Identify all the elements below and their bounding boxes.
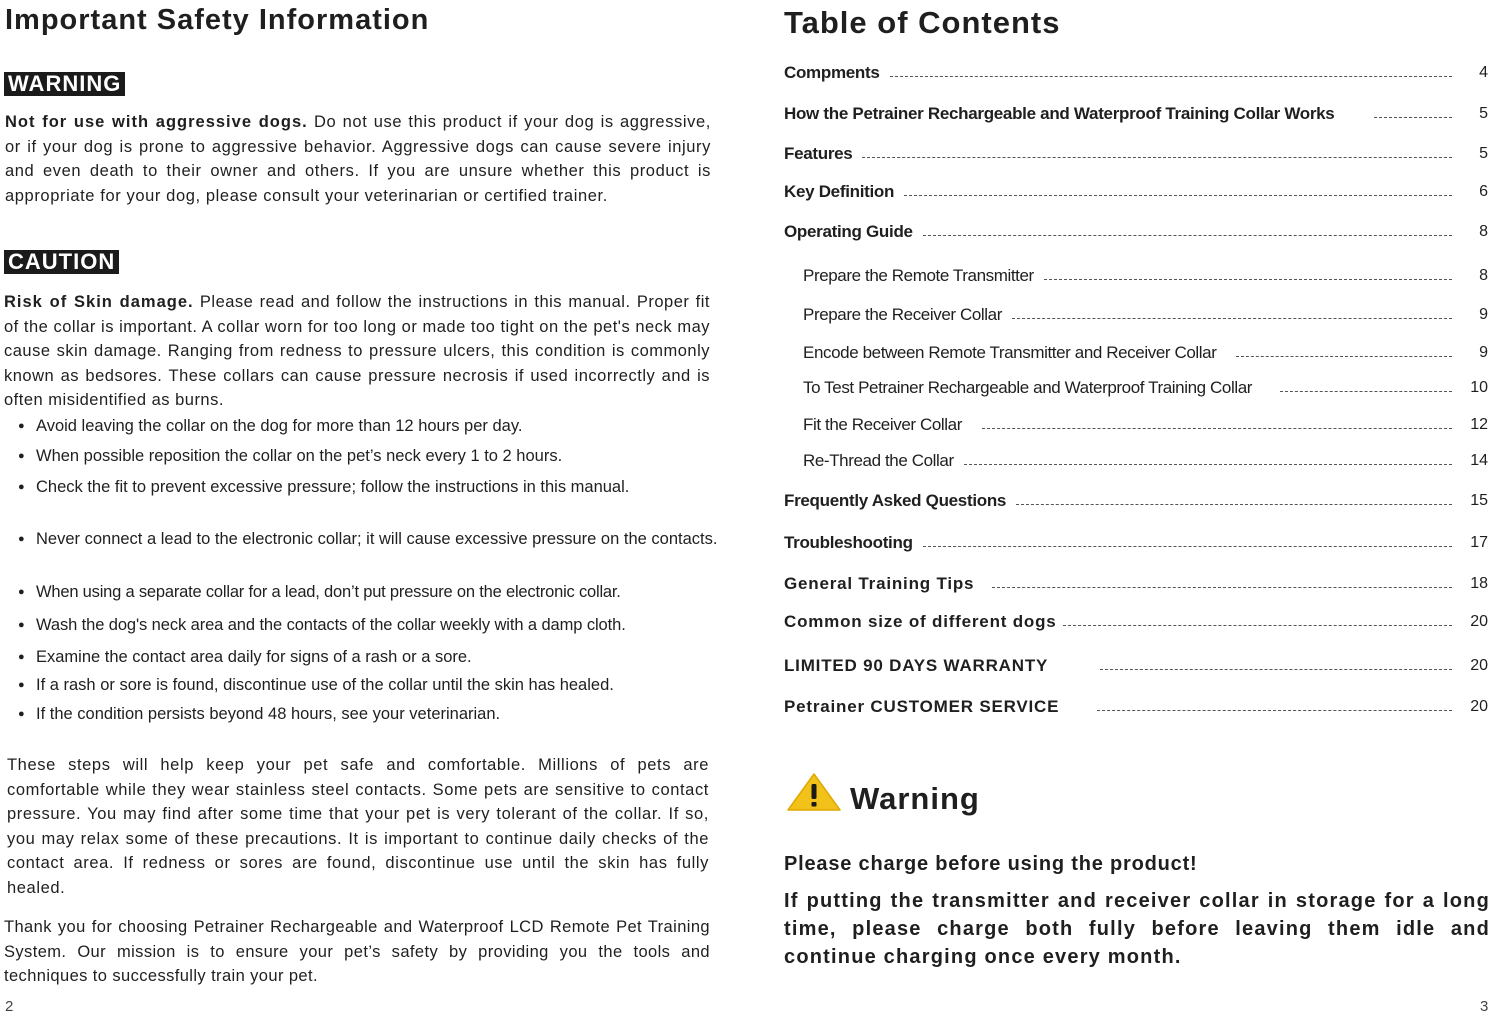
caution-text: Please read and follow the instructions in this manual. Proper fit of the collar is important. A collar worn for too long or made too tight on the pet's neck may cause skin damage. Ranging from redness to pressure ulcers, this condition is commonly known as bedsores. These collars can cause pressure necrosis if used incorrectly and is often misidentified as burns. <box>4 293 710 409</box>
toc-subentry <box>784 414 1488 436</box>
toc-leader <box>1374 117 1452 118</box>
toc-leader <box>992 587 1452 588</box>
toc-entry-page: 12 <box>1470 416 1488 433</box>
bullet-item: ● Never connect a lead to the electronic collar; it will cause excessive pressure on the contacts. <box>18 527 732 552</box>
bullet-item: ● If the condition persists beyond 48 hours, see your veterinarian. <box>18 702 732 727</box>
toc-entry <box>784 103 1488 125</box>
toc-entry-page: 9 <box>1479 344 1488 361</box>
toc-entry-page: 10 <box>1470 379 1488 396</box>
toc-entry-title: Prepare the Receiver Collar <box>803 305 1002 324</box>
bullet-item: ● When using a separate collar for a lead, don’t put pressure on the electronic collar. <box>18 580 732 605</box>
warning-text: Do not use this product if your dog is aggressive, or if your dog is prone to aggressive behavior. Aggressive dogs can cause severe injury and even death to their owner and others. If you are unsure whether this product is appropriate for your dog, please consult your veterinarian or certified trainer. <box>5 113 711 205</box>
toc-subentry <box>784 304 1488 326</box>
toc-leader <box>964 464 1452 465</box>
toc-entry <box>784 143 1488 165</box>
thanks-paragraph: Thank you for choosing Petrainer Rechargeable and Waterproof LCD Remote Pet Training System. Our mission is to ensure your pet’s safety by providing you the tools and techniques to successfully train your pet. <box>4 918 710 985</box>
toc-leader <box>904 195 1452 196</box>
toc-leader <box>1063 625 1452 626</box>
toc-entry-title: Common size of different dogs <box>784 612 1057 631</box>
toc-heading: Table of Contents <box>784 5 1061 40</box>
toc-entry-page: 14 <box>1470 452 1488 469</box>
toc-entry <box>784 221 1488 243</box>
toc-leader <box>1236 356 1452 357</box>
closing-paragraph: These steps will help keep your pet safe and comfortable. Millions of pets are comfortable while they wear stainless steel contacts. Some pets are sensitive to contact pressure. You may find after some time that your pet is very tolerant of the collar. If so, you may relax some of these precautions. It is important to continue daily checks of the contact area. If redness or sores are found, discontinue use until the skin has fully healed. <box>7 756 709 897</box>
bullet-item: ● Avoid leaving the collar on the dog for more than 12 hours per day. <box>18 414 732 439</box>
toc-leader <box>1012 318 1452 319</box>
bullet-item: ● If a rash or sore is found, discontinue use of the collar until the skin has healed. <box>18 673 732 698</box>
caution-lead: Risk of Skin damage. <box>4 293 194 311</box>
toc-entry <box>784 181 1488 203</box>
toc-subentry <box>784 342 1488 364</box>
toc-entry-title: Operating Guide <box>784 222 913 241</box>
warning-triangle-icon <box>786 772 842 812</box>
page-number: 3 <box>1480 998 1489 1015</box>
toc-leader <box>982 428 1452 429</box>
toc-entry-title: Compments <box>784 63 880 82</box>
warning-lead: Not for use with aggressive dogs. <box>5 113 308 131</box>
caution-paragraph <box>4 290 710 413</box>
toc-entry-title: Encode between Remote Transmitter and Receiver Collar <box>803 343 1217 362</box>
toc-leader <box>1044 279 1452 280</box>
toc-leader <box>923 235 1452 236</box>
warning-tag: WARNING <box>4 72 125 96</box>
toc-leader <box>1280 391 1452 392</box>
toc-entry-page: 4 <box>1479 64 1488 81</box>
toc-leader <box>1100 669 1452 670</box>
toc-entry-title: Frequently Asked Questions <box>784 491 1007 510</box>
bullet-item: ● Wash the dog's neck area and the contacts of the collar weekly with a damp cloth. <box>18 613 732 638</box>
toc-entry-page: 20 <box>1470 613 1488 630</box>
toc-entry-title: LIMITED 90 DAYS WARRANTY <box>784 656 1049 675</box>
bullet-item: ● When possible reposition the collar on the pet’s neck every 1 to 2 hours. <box>18 444 732 469</box>
toc-entry-page: 5 <box>1479 105 1488 122</box>
page-number: 2 <box>5 998 14 1015</box>
toc-subentry <box>784 377 1488 399</box>
warning-title: Warning <box>850 781 980 816</box>
warning-paragraph <box>5 110 711 208</box>
toc-entry <box>784 573 1488 595</box>
toc-entry-page: 20 <box>1470 657 1488 674</box>
toc-entry-page: 8 <box>1479 223 1488 240</box>
caution-tag: CAUTION <box>4 250 119 274</box>
toc-entry-title: To Test Petrainer Rechargeable and Waterproof Training Collar <box>803 378 1253 397</box>
toc-subentry <box>784 265 1488 287</box>
storage-notice: If putting the transmitter and receiver collar in storage for a long time, please charge both fully before leaving them idle and continue charging once every month. <box>784 890 1490 968</box>
toc-entry-title: Features <box>784 144 853 163</box>
bullet-item: ● Check the fit to prevent excessive pressure; follow the instructions in this manual. <box>18 475 732 500</box>
toc-subentry <box>784 450 1488 472</box>
toc-leader <box>890 76 1452 77</box>
right-page <box>776 0 1496 1020</box>
toc-entry-title: Key Definition <box>784 182 895 201</box>
toc-entry <box>784 655 1488 677</box>
toc-entry-title: General Training Tips <box>784 574 975 593</box>
toc-entry <box>784 532 1488 554</box>
toc-leader <box>862 157 1452 158</box>
bullet-item: ● Examine the contact area daily for signs of a rash or a sore. <box>18 645 732 670</box>
toc-entry-page: 15 <box>1470 492 1488 509</box>
charge-notice: Please charge before using the product! <box>784 853 1198 875</box>
toc-entry-page: 6 <box>1479 183 1488 200</box>
toc-entry-title: Prepare the Remote Transmitter <box>803 266 1034 285</box>
toc-entry-title: Re-Thread the Collar <box>803 451 954 470</box>
toc-entry <box>784 490 1488 512</box>
left-page <box>0 0 740 1020</box>
toc-entry-page: 5 <box>1479 145 1488 162</box>
toc-leader <box>1097 710 1452 711</box>
toc-entry-page: 8 <box>1479 267 1488 284</box>
toc-entry-page: 20 <box>1470 698 1488 715</box>
toc-leader <box>1016 504 1452 505</box>
toc-entry <box>784 611 1488 633</box>
toc-leader <box>923 546 1452 547</box>
toc-entry <box>784 62 1488 84</box>
toc-entry-page: 18 <box>1470 575 1488 592</box>
toc-entry-title: Fit the Receiver Collar <box>803 415 962 434</box>
toc-entry <box>784 696 1488 718</box>
toc-entry-title: Troubleshooting <box>784 533 913 552</box>
toc-entry-title: Petrainer CUSTOMER SERVICE <box>784 697 1060 716</box>
toc-entry-page: 9 <box>1479 306 1488 323</box>
toc-entry-page: 17 <box>1470 534 1488 551</box>
toc-entry-title: How the Petrainer Rechargeable and Waterproof Training Collar Works <box>784 104 1335 123</box>
page-heading: Important Safety Information <box>5 4 430 36</box>
